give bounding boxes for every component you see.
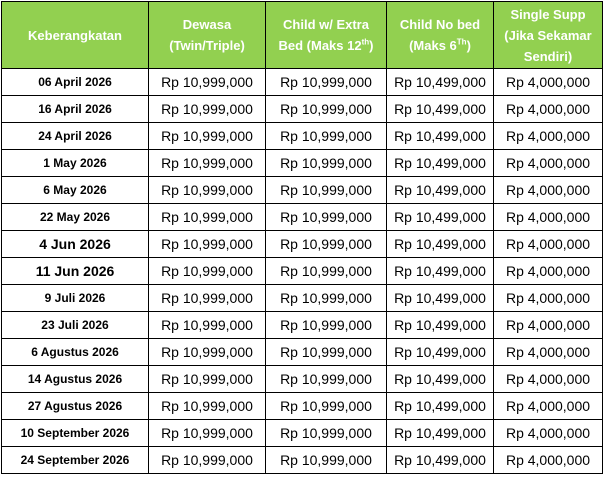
header-departure (2, 2, 149, 69)
child-no-bed-price: Rp 10,499,000 (387, 258, 494, 285)
single-supp-price: Rp 4,000,000 (494, 285, 603, 312)
table-row (2, 366, 603, 393)
child-extra-bed-price: Rp 10,999,000 (266, 96, 387, 123)
header-single-supp (494, 2, 603, 69)
child-extra-bed-price: Rp 10,999,000 (266, 231, 387, 258)
departure-date: 22 May 2026 (2, 204, 149, 231)
child-no-bed-price: Rp 10,499,000 (387, 96, 494, 123)
child-extra-bed-price: Rp 10,999,000 (266, 177, 387, 204)
header-single-supp-line1: Single Supp (510, 6, 586, 22)
header-single-supp-line2: (Jika Sekamar (504, 27, 592, 43)
single-supp-price: Rp 4,000,000 (494, 204, 603, 231)
child-no-bed-price: Rp 10,499,000 (387, 447, 494, 474)
child-extra-bed-price: Rp 10,999,000 (266, 150, 387, 177)
table-row (2, 177, 603, 204)
departure-date: 9 Juli 2026 (2, 285, 149, 312)
header-child-no-bed-line1: Child No bed (399, 17, 481, 32)
table-row (2, 69, 603, 96)
child-extra-bed-price: Rp 10,999,000 (266, 447, 387, 474)
child-no-bed-price: Rp 10,499,000 (387, 312, 494, 339)
table-row (2, 123, 603, 150)
table-row (2, 150, 603, 177)
departure-date: 11 Jun 2026 (2, 258, 149, 285)
adult-price: Rp 10,999,000 (149, 96, 266, 123)
single-supp-price: Rp 4,000,000 (494, 339, 603, 366)
child-extra-bed-price: Rp 10,999,000 (266, 420, 387, 447)
adult-price: Rp 10,999,000 (149, 150, 266, 177)
child-no-bed-price: Rp 10,499,000 (387, 231, 494, 258)
adult-price: Rp 10,999,000 (149, 285, 266, 312)
child-extra-bed-price: Rp 10,999,000 (266, 204, 387, 231)
single-supp-price: Rp 4,000,000 (494, 177, 603, 204)
departure-date: 1 May 2026 (2, 150, 149, 177)
header-adult-line2: (Twin/Triple) (169, 38, 245, 53)
header-child-extra-bed-line2-sup: th (361, 37, 370, 47)
adult-price: Rp 10,999,000 (149, 69, 266, 96)
table-row (2, 204, 603, 231)
single-supp-price: Rp 4,000,000 (494, 150, 603, 177)
departure-date: 4 Jun 2026 (2, 231, 149, 258)
departure-date: 14 Agustus 2026 (2, 366, 149, 393)
child-extra-bed-price: Rp 10,999,000 (266, 285, 387, 312)
single-supp-price: Rp 4,000,000 (494, 69, 603, 96)
departure-date: 06 April 2026 (2, 69, 149, 96)
single-supp-price: Rp 4,000,000 (494, 420, 603, 447)
table-row (2, 312, 603, 339)
header-adult-line1: Dewasa (182, 17, 232, 32)
table-row (2, 339, 603, 366)
adult-price: Rp 10,999,000 (149, 258, 266, 285)
departure-date: 23 Juli 2026 (2, 312, 149, 339)
header-child-extra-bed-line2-prefix: Bed (Maks 12 (278, 38, 362, 53)
header-child-extra-bed-line2-suffix: ) (369, 38, 374, 53)
adult-price: Rp 10,999,000 (149, 366, 266, 393)
adult-price: Rp 10,999,000 (149, 177, 266, 204)
header-child-extra-bed-line2 (266, 35, 386, 56)
header-child-extra-bed (266, 2, 387, 69)
child-no-bed-price: Rp 10,499,000 (387, 393, 494, 420)
adult-price: Rp 10,999,000 (149, 420, 266, 447)
header-child-no-bed-line2-prefix: (Maks 6 (409, 38, 457, 53)
header-child-no-bed (387, 2, 494, 69)
departure-date: 6 May 2026 (2, 177, 149, 204)
price-table (1, 1, 603, 474)
child-extra-bed-price: Rp 10,999,000 (266, 339, 387, 366)
departure-date: 16 April 2026 (2, 96, 149, 123)
child-no-bed-price: Rp 10,499,000 (387, 150, 494, 177)
table-row (2, 420, 603, 447)
child-no-bed-price: Rp 10,499,000 (387, 69, 494, 96)
adult-price: Rp 10,999,000 (149, 123, 266, 150)
child-no-bed-price: Rp 10,499,000 (387, 123, 494, 150)
departure-date: 24 April 2026 (2, 123, 149, 150)
child-no-bed-price: Rp 10,499,000 (387, 204, 494, 231)
header-child-no-bed-line2-sup: Th (456, 37, 467, 47)
table-row (2, 447, 603, 474)
header-departure-label: Keberangkatan (28, 27, 122, 43)
single-supp-price: Rp 4,000,000 (494, 96, 603, 123)
single-supp-price: Rp 4,000,000 (494, 258, 603, 285)
single-supp-price: Rp 4,000,000 (494, 393, 603, 420)
table-row (2, 231, 603, 258)
table-row (2, 393, 603, 420)
child-extra-bed-price: Rp 10,999,000 (266, 366, 387, 393)
departure-date: 27 Agustus 2026 (2, 393, 149, 420)
single-supp-price: Rp 4,000,000 (494, 366, 603, 393)
adult-price: Rp 10,999,000 (149, 312, 266, 339)
table-row (2, 258, 603, 285)
child-extra-bed-price: Rp 10,999,000 (266, 312, 387, 339)
header-child-no-bed-line2-suffix: ) (466, 38, 471, 53)
child-no-bed-price: Rp 10,499,000 (387, 285, 494, 312)
table-row (2, 285, 603, 312)
departure-date: 24 September 2026 (2, 447, 149, 474)
table-row (2, 96, 603, 123)
single-supp-price: Rp 4,000,000 (494, 312, 603, 339)
adult-price: Rp 10,999,000 (149, 447, 266, 474)
child-extra-bed-price: Rp 10,999,000 (266, 393, 387, 420)
adult-price: Rp 10,999,000 (149, 393, 266, 420)
child-no-bed-price: Rp 10,499,000 (387, 177, 494, 204)
child-extra-bed-price: Rp 10,999,000 (266, 123, 387, 150)
table-body (2, 69, 603, 474)
header-single-supp-line3: Sendiri) (523, 48, 573, 64)
child-no-bed-price: Rp 10,499,000 (387, 339, 494, 366)
child-no-bed-price: Rp 10,499,000 (387, 366, 494, 393)
single-supp-price: Rp 4,000,000 (494, 231, 603, 258)
header-adult (149, 2, 266, 69)
header-row (2, 2, 603, 69)
header-child-extra-bed-line1: Child w/ Extra (283, 17, 369, 32)
adult-price: Rp 10,999,000 (149, 339, 266, 366)
single-supp-price: Rp 4,000,000 (494, 447, 603, 474)
departure-date: 6 Agustus 2026 (2, 339, 149, 366)
table-header (2, 2, 603, 69)
child-no-bed-price: Rp 10,499,000 (387, 420, 494, 447)
departure-date: 10 September 2026 (2, 420, 149, 447)
adult-price: Rp 10,999,000 (149, 204, 266, 231)
single-supp-price: Rp 4,000,000 (494, 123, 603, 150)
adult-price: Rp 10,999,000 (149, 231, 266, 258)
header-child-no-bed-line2 (387, 35, 493, 56)
child-extra-bed-price: Rp 10,999,000 (266, 258, 387, 285)
child-extra-bed-price: Rp 10,999,000 (266, 69, 387, 96)
